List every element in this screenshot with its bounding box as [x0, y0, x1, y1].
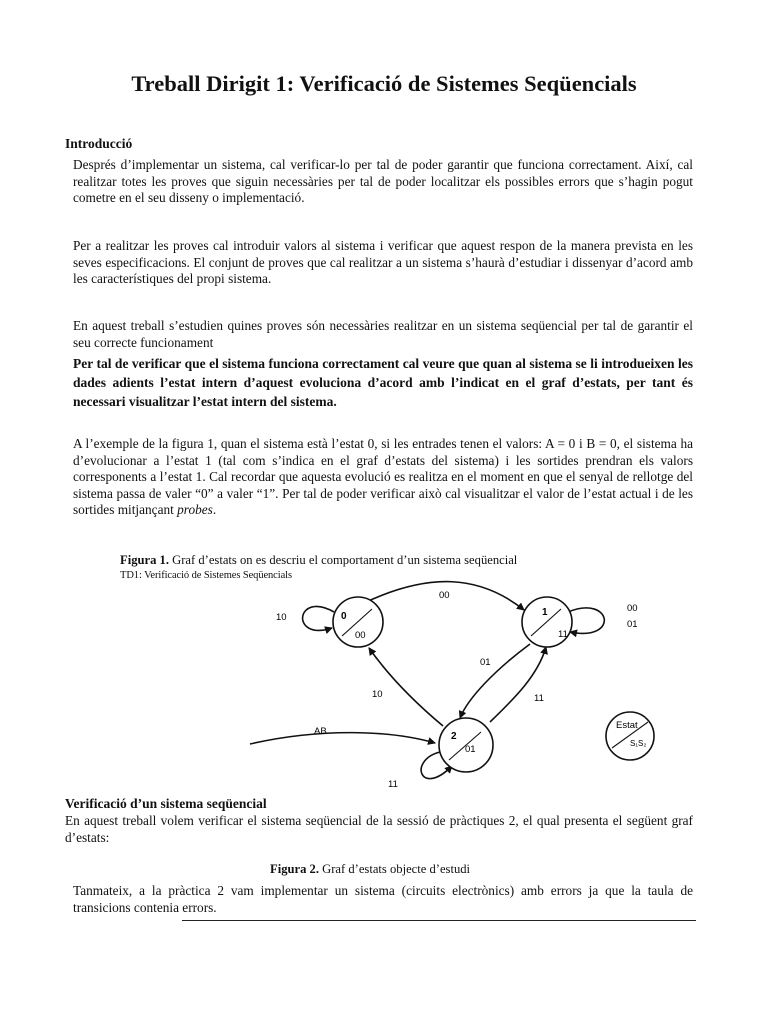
probes-term: probes — [177, 502, 213, 517]
figure-2-caption — [270, 862, 470, 877]
label-s2-to-s1: 11 — [534, 693, 544, 704]
transition-s2-to-s1 — [490, 647, 546, 722]
label-s2-self: 11 — [388, 779, 398, 790]
label-s1-to-s2: 01 — [480, 657, 491, 668]
label-s0-to-s1: 00 — [439, 590, 450, 601]
verification-paragraph-1: En aquest treball volem verificar el sistema seqüencial de la sessió de pràctiques 2, el qual presenta el següent graf d’estats: — [65, 813, 693, 845]
document-title: Treball Dirigit 1: Verificació de Sistemes Seqüencials — [131, 71, 637, 96]
input-arrow — [250, 733, 435, 744]
state-2-output: 01 — [465, 744, 476, 755]
label-s1-self-b: 01 — [627, 619, 638, 630]
intro-heading: Introducció — [65, 136, 133, 151]
transition-s1-self — [568, 608, 604, 633]
figure-2-caption-text: Graf d’estats objecte d’estudi — [318, 862, 471, 876]
bottom-rule — [182, 920, 696, 921]
legend-bottom-label: S₁S₂ — [630, 739, 647, 748]
state-2-name: 2 — [451, 731, 457, 742]
label-input: AB — [314, 726, 327, 737]
transition-s1-to-s2 — [460, 644, 530, 718]
state-0-name: 0 — [341, 611, 347, 622]
figure-1-label: Figura 1. — [120, 553, 169, 567]
state-1-output: 11 — [558, 629, 568, 640]
intro-paragraph-3: En aquest treball s’estudien quines proves són necessàries realitzar en un sistema seqüencial per tal de garantir el seu correcte funcionament — [73, 318, 693, 350]
state-0-output: 00 — [355, 630, 366, 641]
figure-1-caption — [120, 553, 517, 568]
figure-1-header-line: TD1: Verificació de Sistemes Seqüencials — [120, 570, 292, 581]
transition-s0-self — [303, 606, 334, 630]
paragraph-5-end: . — [212, 502, 217, 517]
figure-1-caption-text: Graf d’estats on es descriu el comportament d’un sistema seqüencial — [168, 553, 518, 567]
label-s0-self: 10 — [276, 612, 287, 623]
transition-s2-to-s0 — [369, 648, 443, 726]
label-s1-self-a: 00 — [627, 603, 638, 614]
paragraph-5-text: A l’exemple de la figura 1, quan el sistema està l’estat 0, si les entrades tenen el valors: A = 0 i B = 0, el sistema ha d’evolucionar a l’estat 1 (tal com s’indica en el graf d’estats del sistema) i les sortides prendran els valors corresponents a l’estat 1. Cal recordar que aquesta evolució es realitza en el moment en que el senyal de rellotge del sistema passa de valer “0” a valer “1”. Per tal de poder verificar això cal visualitzar el valor de l’estat actual i de les sortides mitjançant — [73, 436, 693, 517]
intro-paragraph-5 — [73, 436, 693, 519]
intro-paragraph-1: Després d’implementar un sistema, cal verificar-lo per tal de poder garantir que funciona correctament. Així, cal realitzar totes les proves que siguin necessàries per tal de poder localitzar els possibles errors que s’hagin pogut cometre en el seu disseny o implementació. — [73, 157, 693, 205]
verification-paragraph-2: Tanmateix, a la pràctica 2 vam implementar un sistema (circuits electrònics) amb errors ja que la taula de transicions contenia errors. — [73, 883, 693, 915]
figure-2-label: Figura 2. — [270, 862, 319, 876]
verification-heading: Verificació d’un sistema seqüencial — [65, 796, 267, 811]
intro-paragraph-2: Per a realitzar les proves cal introduir valors al sistema i verificar que aquest respon de la manera prevista en les seves especificacions. El conjunt de proves que cal realitzar a un sistema s’haurà d’estudiar i dissenyar d’acord amb les característiques del propi sistema. — [73, 238, 693, 286]
state-graph-figure-1 — [240, 580, 700, 795]
state-1-name: 1 — [542, 607, 548, 618]
label-s2-to-s0: 10 — [372, 689, 383, 700]
intro-paragraph-bold: Per tal de verificar que el sistema funciona correctament cal veure que quan al sistema se li introdueixen les dades adients l’estat intern d’aquest evoluciona d’acord amb l’indicat en el graf d’estats, per tant és necessari visualitzar l’estat intern del sistema. — [73, 356, 693, 409]
legend-top-label: Estat — [616, 720, 638, 731]
